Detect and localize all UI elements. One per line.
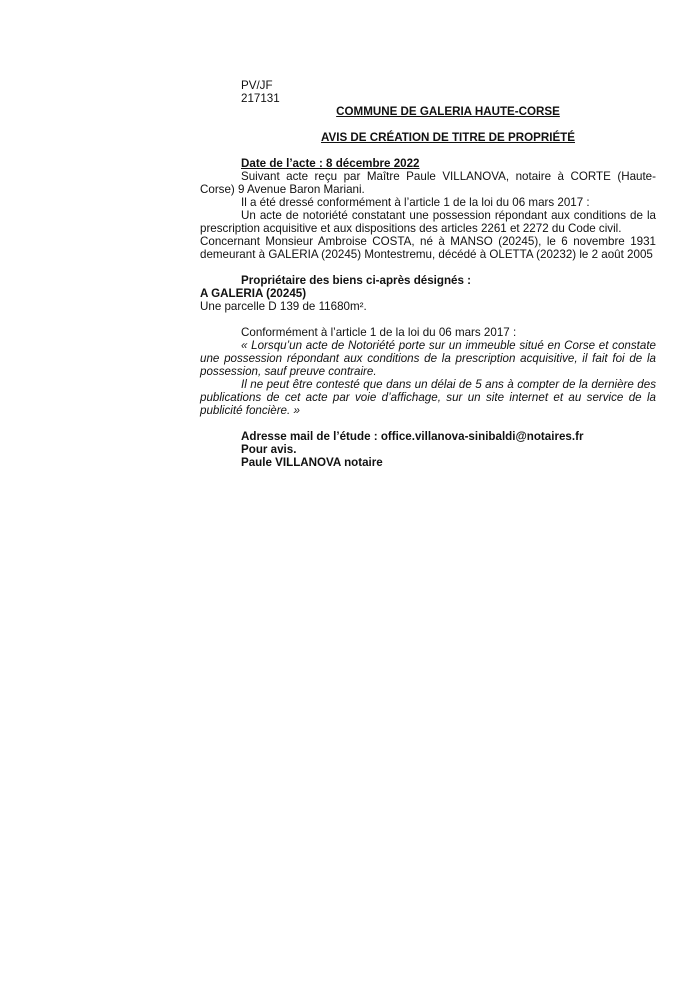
notice-title: AVIS DE CRÉATION DE TITRE DE PROPRIÉTÉ [320,131,575,144]
act-paragraph-legal-basis: Il a été dressé conformément à l’article 1 de la loi du 06 mars 2017 : [241,196,590,209]
property-heading: Propriétaire des biens ci-après désignés : [241,274,472,287]
act-paragraph-person: Concernant Monsieur Ambroise COSTA, né à MANSO (20245), le 6 novembre 1931 demeurant à GALERIA (20245) Montestremu, décédé à OLETTA (20232) le 2 août 2005 [200,235,656,261]
for-notice: Pour avis. [241,443,297,456]
reference-initials: PV/JF [241,79,273,92]
act-paragraph-notoriety: Un acte de notoriété constatant une possession répondant aux conditions de la prescription acquisitive et aux dispositions des articles 2261 et 2272 du Code civil. [200,209,656,235]
act-date: Date de l’acte : 8 décembre 2022 [241,157,420,170]
law-intro: Conformément à l’article 1 de la loi du 06 mars 2017 : [241,326,517,339]
footer-section [200,430,656,469]
law-quote-1: « Lorsqu’un acte de Notoriété porte sur un immeuble situé en Corse et constate une possession répondant aux conditions de la prescription acquisitive, il fait foi de la possession, sauf preuve contraire. [200,339,656,378]
act-section [200,157,656,261]
property-location: A GALERIA (20245) [200,287,307,300]
reference-block [200,79,656,105]
property-section [200,274,656,313]
commune-title: COMMUNE DE GALERIA HAUTE-CORSE [336,105,560,118]
office-email-line: Adresse mail de l’étude : office.villanova-sinibaldi@notaires.fr [241,430,584,443]
legal-notice-document [200,79,656,469]
property-parcel: Une parcelle D 139 de 11680m². [200,300,367,313]
reference-number: 217131 [241,92,280,105]
law-quote-2: Il ne peut être contesté que dans un délai de 5 ans à compter de la dernière des publications de cet acte par voie d’affichage, sur un site internet et au service de la publicité foncière. » [200,378,656,417]
notary-signature: Paule VILLANOVA notaire [241,456,383,469]
law-section [200,326,656,417]
act-paragraph-notary: Suivant acte reçu par Maître Paule VILLANOVA, notaire à CORTE (Haute-Corse) 9 Avenue Baron Mariani. [200,170,656,196]
